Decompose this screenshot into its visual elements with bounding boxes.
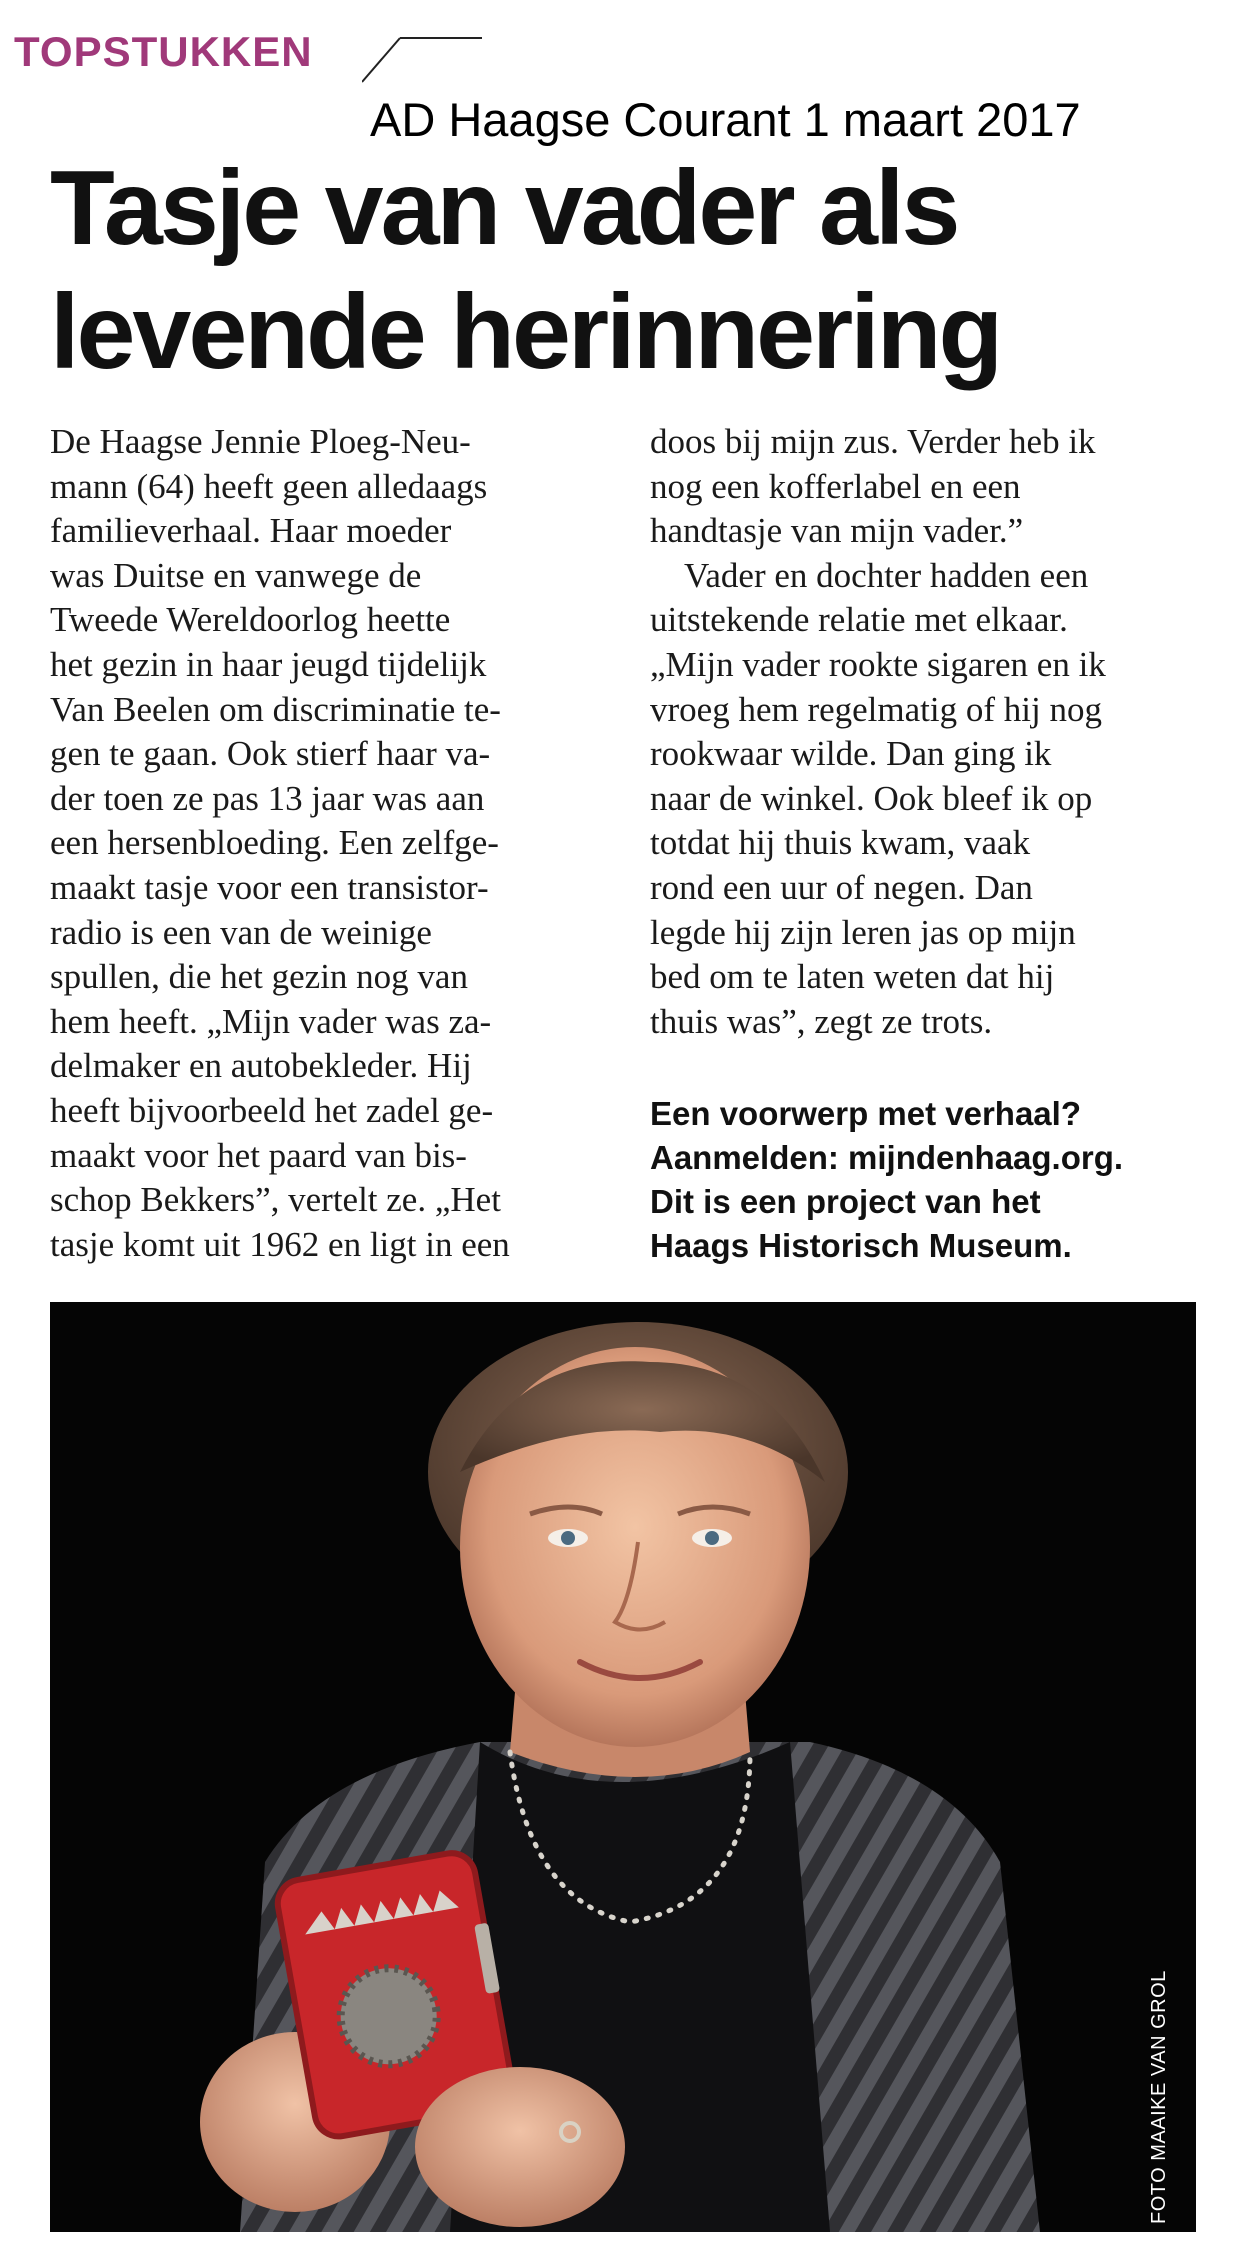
photo-credit: FOTO MAAIKE VAN GROL xyxy=(1148,1970,1170,2224)
body-line: delmaker en autobekleder. Hij xyxy=(50,1046,472,1086)
body-line: doos bij mijn zus. Verder heb ik xyxy=(650,422,1096,461)
body-line: Van Beelen om discriminatie te- xyxy=(50,689,501,729)
body-line: rond een uur of negen. Dan xyxy=(650,867,1033,907)
article-column-right xyxy=(650,420,1210,1044)
headline-line: Tasje van vader als xyxy=(50,149,958,267)
body-line: nog een kofferlabel en een xyxy=(650,466,1021,506)
body-line: hem heeft. „Mijn vader was za- xyxy=(50,1001,492,1041)
article-column-left xyxy=(50,420,610,1267)
body-line: bed om te laten weten dat hij xyxy=(650,957,1055,997)
headline xyxy=(50,146,1200,394)
body-line: schop Bekkers”, vertelt ze. „Het xyxy=(50,1180,501,1220)
section-label: TOPSTUKKEN xyxy=(10,28,317,76)
section-divider xyxy=(362,36,482,86)
body-line: het gezin in haar jeugd tijdelijk xyxy=(50,644,487,684)
body-line: familieverhaal. Haar moeder xyxy=(50,511,452,551)
body-line: Vader en dochter hadden een xyxy=(684,555,1089,595)
body-line: De Haagse Jennie Ploeg-Neu- xyxy=(50,422,471,461)
body-line: uitstekende relatie met elkaar. xyxy=(650,600,1068,640)
body-line: spullen, die het gezin nog van xyxy=(50,957,468,997)
body-line: der toen ze pas 13 jaar was aan xyxy=(50,778,485,818)
portrait-illustration xyxy=(50,1302,1196,2232)
body-line: thuis was”, zegt ze trots. xyxy=(650,1001,993,1041)
body-line: gen te gaan. Ook stierf haar va- xyxy=(50,734,491,774)
callout-box xyxy=(650,1092,1210,1268)
headline-line: levende herinnering xyxy=(50,273,1001,391)
body-line: legde hij zijn leren jas op mijn xyxy=(650,912,1076,952)
portrait-photo xyxy=(50,1302,1196,2232)
callout-line: Een voorwerp met verhaal? xyxy=(650,1095,1081,1132)
body-line: heeft bijvoorbeeld het zadel ge- xyxy=(50,1090,494,1130)
body-line: naar de winkel. Ook bleef ik op xyxy=(650,778,1093,818)
body-line: „Mijn vader rookte sigaren en ik xyxy=(650,644,1106,684)
publication-line: AD Haagse Courant 1 maart 2017 xyxy=(370,93,1081,146)
body-line: maakt tasje voor een transistor- xyxy=(50,867,489,907)
hand xyxy=(415,2067,625,2227)
body-line: radio is een van de weinige xyxy=(50,912,432,952)
body-line: tasje komt uit 1962 en ligt in een xyxy=(50,1224,510,1264)
body-line: handtasje van mijn vader.” xyxy=(650,511,1024,551)
callout-line: Dit is een project van het xyxy=(650,1183,1041,1220)
callout-line: Haags Historisch Museum. xyxy=(650,1227,1072,1264)
body-line: mann (64) heeft geen alledaags xyxy=(50,466,488,506)
body-line: vroeg hem regelmatig of hij nog xyxy=(650,689,1102,729)
body-line: was Duitse en vanwege de xyxy=(50,555,422,595)
body-line: totdat hij thuis kwam, vaak xyxy=(650,823,1031,863)
body-line: Tweede Wereldoorlog heette xyxy=(50,600,451,640)
callout-line: Aanmelden: mijndenhaag.org. xyxy=(650,1139,1124,1176)
body-line: een hersenbloeding. Een zelfge- xyxy=(50,823,499,863)
body-line: maakt voor het paard van bis- xyxy=(50,1135,467,1175)
body-line: rookwaar wilde. Dan ging ik xyxy=(650,734,1052,774)
